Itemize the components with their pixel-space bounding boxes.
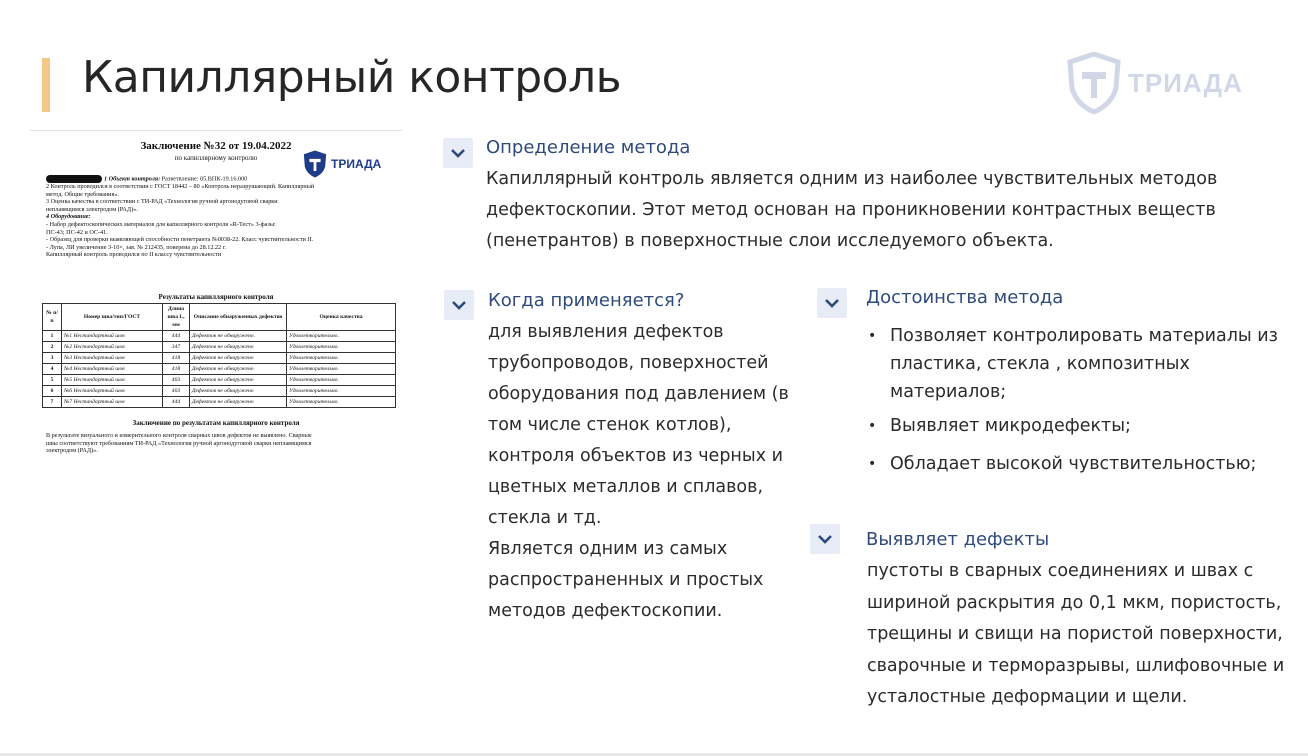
table-cell: 6 <box>43 386 62 397</box>
report-logo-text: ТРИАДА <box>331 157 382 171</box>
table-cell: Дефектов не обнаружено <box>190 386 287 397</box>
table-header: Описание обнаруженных дефектов <box>190 304 287 331</box>
method-expand-icon[interactable] <box>443 138 473 168</box>
inspection-report-image <box>30 130 402 471</box>
table-row <box>43 353 396 364</box>
when-section-text: для выявления дефектов трубопроводов, поверхностей оборудования под давлением (в том числе стенок котлов), контроля объектов из черных и цветных металлов и сплавов, стекла и тд. Является одним из самых распространенных и простых методов дефектоскопии. <box>488 322 789 621</box>
table-row <box>43 364 396 375</box>
results-table <box>42 303 396 408</box>
advantages-expand-icon[interactable] <box>817 288 847 318</box>
table-cell: Дефектов не обнаружено <box>190 342 287 353</box>
table-cell: №6 Нестандартный шов <box>62 386 163 397</box>
bullet-icon: • <box>868 328 877 344</box>
table-cell: №3 Нестандартный шов <box>62 353 163 364</box>
results-table-title: Результаты капиллярного контроля <box>158 293 274 301</box>
table-header-row <box>43 304 396 331</box>
table-cell: №1 Нестандартный шов <box>62 331 163 342</box>
chevron-down-icon <box>824 298 840 308</box>
table-cell: Дефектов не обнаружено <box>190 353 287 364</box>
table-cell: 7 <box>43 397 62 408</box>
table-cell: №2 Нестандартный шов <box>62 342 163 353</box>
chevron-down-icon <box>450 148 466 158</box>
list-item: • Позволяет контролировать материалы из пластика, стекла , композитных материалов; <box>866 322 1286 406</box>
table-cell: 403 <box>163 386 190 397</box>
table-row <box>43 386 396 397</box>
report-line: неплавящимся электродом (РАД)». <box>46 205 138 213</box>
report-line: метод. Общие требования». <box>46 190 119 198</box>
conclusion-title: Заключение по результатам капиллярного контроля <box>132 419 300 427</box>
when-expand-icon[interactable] <box>444 290 474 320</box>
table-cell: 444 <box>163 397 190 408</box>
list-item: • Выявляет микродефекты; <box>866 412 1286 440</box>
table-cell: 4 <box>43 364 62 375</box>
report-title: Заключение №32 от 19.04.2022 <box>140 140 292 152</box>
table-header: № п/п <box>43 304 62 331</box>
table-header: Оценка качества <box>287 304 396 331</box>
list-item: • Обладает высокой чувствительностью; <box>866 450 1286 478</box>
table-cell: 418 <box>163 364 190 375</box>
brand-logo <box>1066 52 1243 114</box>
table-cell: Удовлетворительно. <box>287 397 396 408</box>
table-row <box>43 375 396 386</box>
table-cell: Дефектов не обнаружено. <box>190 331 287 342</box>
table-cell: 1 <box>43 331 62 342</box>
report-line: 4 Оборудование: <box>46 213 91 221</box>
defects-section-text: пустоты в сварных соединениях и швах с шириной раскрытия до 0,1 мкм, пористость, трещины и свищи на пористой поверхности, сварочные и терморазрывы, шлифовочные и усталостные деформации и щели. <box>867 561 1285 707</box>
report-subtitle: по капиллярному контролю <box>174 154 258 162</box>
chevron-down-icon <box>817 534 833 544</box>
table-cell: №7 Нестандартный шов <box>62 397 163 408</box>
advantages-section-title: Достоинства метода <box>866 287 1064 308</box>
chevron-down-icon <box>451 300 467 310</box>
report-line: 1 Объект контроля: Разветвление: 05.ВПК-19.16.000 <box>46 175 396 183</box>
table-cell: Удовлетворительно. <box>287 364 396 375</box>
table-cell: 444 <box>163 331 190 342</box>
table-cell: Удовлетворительно. <box>287 331 396 342</box>
report-line: 3 Оценка качества в соответствии с ТИ-РАД «Технология ручной аргонодуговой сварки <box>46 198 278 206</box>
table-cell: 3 <box>43 353 62 364</box>
table-cell: Удовлетворительно. <box>287 353 396 364</box>
report-line: - Набор дефектоскопических материалов для капиллярного контроля «R-Тест» 3-фазы: <box>46 220 276 228</box>
table-cell: Удовлетворительно. <box>287 386 396 397</box>
table-cell: 5 <box>43 375 62 386</box>
method-section-title: Определение метода <box>486 137 691 158</box>
bullet-icon: • <box>868 456 877 472</box>
redaction-mark <box>46 175 102 183</box>
table-header: Длина шва L, мм <box>163 304 190 331</box>
brand-logo-text: ТРИАДА <box>1128 67 1243 98</box>
method-section-text: Капиллярный контроль является одним из наиболее чувствительных методов дефектоскопии. Этот метод основан на проникновении контрастных веществ (пенетрантов) в поверхностные слои исследуемого объекта. <box>486 169 1218 251</box>
defects-expand-icon[interactable] <box>810 524 840 554</box>
report-line: Капиллярный контроль проводился по II классу чувствительности <box>46 251 222 259</box>
table-cell: Удовлетворительно. <box>287 342 396 353</box>
table-cell: 403 <box>163 375 190 386</box>
table-row <box>43 331 396 342</box>
table-row <box>43 342 396 353</box>
when-section-title: Когда применяется? <box>488 290 685 311</box>
table-cell: №4 Нестандартный шов <box>62 364 163 375</box>
report-body <box>46 175 396 259</box>
table-row <box>43 397 396 408</box>
table-cell: Удовлетворительно. <box>287 375 396 386</box>
page-title: Капиллярный контроль <box>82 52 622 103</box>
conclusion-text <box>46 432 394 455</box>
conclusion-line: В результате визуального и измерительного контроля сварных швов дефектов не выявлено. Сварные <box>46 432 312 439</box>
defects-section-title: Выявляет дефекты <box>866 529 1050 550</box>
table-cell: №5 Нестандартный шов <box>62 375 163 386</box>
bullet-icon: • <box>868 418 877 434</box>
conclusion-line: электродом (РАД)». <box>46 447 98 455</box>
conclusion-line: швы соответствуют требованиям ТИ-РАД «Технология ручной аргонодуговой сварки неплавящимся <box>46 439 312 447</box>
table-cell: 418 <box>163 353 190 364</box>
table-cell: 2 <box>43 342 62 353</box>
shield-logo-icon <box>1066 52 1122 114</box>
title-accent-bar <box>42 58 50 112</box>
table-cell: Дефектов не обнаружено <box>190 364 287 375</box>
table-cell: Дефектов не обнаружено <box>190 397 287 408</box>
report-line: - Лупа, ЛИ увеличение 3-10×, зав. № 212435, поверена до 28.12.22 г. <box>46 243 227 251</box>
report-line: 2 Контроль проводился в соответствии с ГОСТ 18442 – 80 «Контроль неразрушающий. Капиллярный <box>46 183 315 191</box>
report-line: ПС-43; ПС-42 и ОС-41. <box>46 228 108 236</box>
advantages-list <box>866 322 1286 478</box>
table-cell: Дефектов не обнаружено <box>190 375 287 386</box>
report-line: - Образец для проверки выявляющей способности пенетранта №0038-22. Класс чувствительности II. <box>46 236 314 244</box>
table-header: Номер шва/тип/ГОСТ <box>62 304 163 331</box>
table-cell: 347 <box>163 342 190 353</box>
